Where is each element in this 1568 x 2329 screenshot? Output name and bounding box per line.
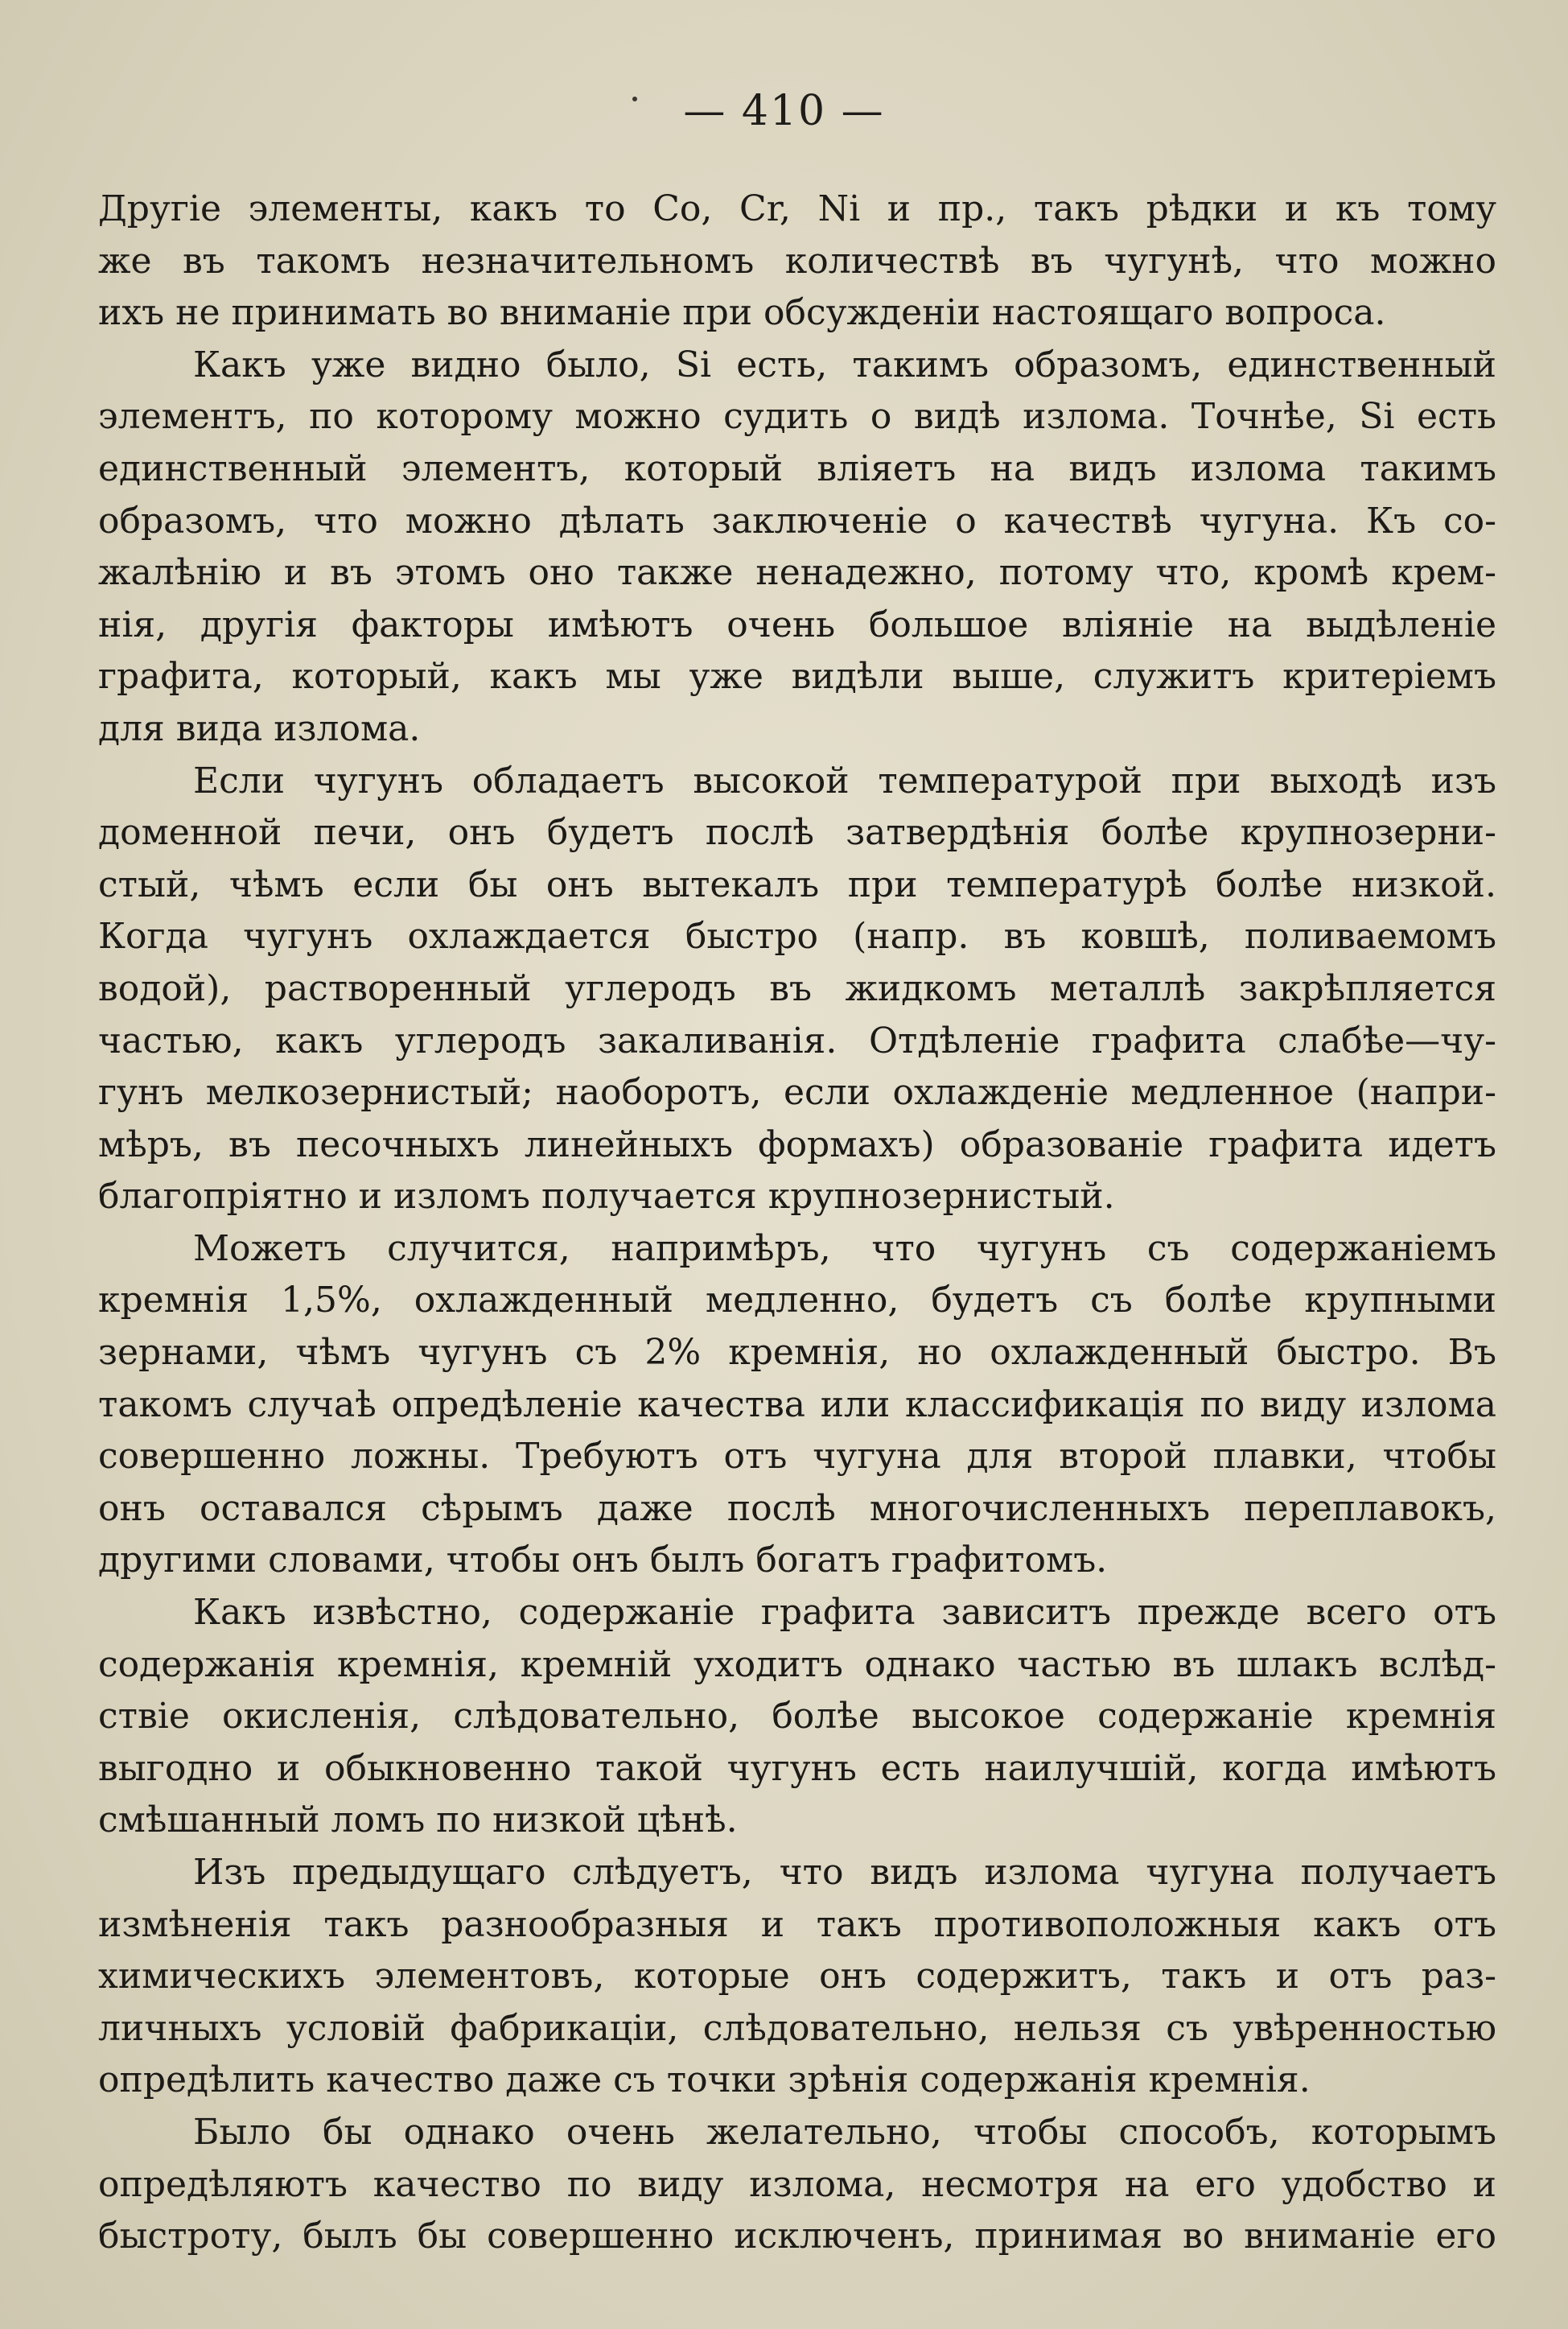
text-line: опредѣляютъ качество по виду излома, несмотря на его удобство и [98, 2163, 1496, 2205]
text-line: Изъ предыдущаго слѣдуетъ, что видъ излома чугуна получаетъ [193, 1852, 1496, 1893]
text-line: такомъ случаѣ опредѣленіе качества или классификація по виду излома [98, 1383, 1496, 1425]
text-line: смѣшанный ломъ по низкой цѣнѣ. [98, 1799, 738, 1841]
text-line: ихъ не принимать во вниманіе при обсужденіи настоящаго вопроса. [98, 292, 1386, 334]
text-line: образомъ, что можно дѣлать заключеніе о качествѣ чугуна. Къ со- [98, 500, 1496, 542]
text-line: Если чугунъ обладаетъ высокой температурой при выходѣ изъ [193, 760, 1496, 802]
text-line: Другіе элементы, какъ то Co, Cr, Ni и пр., такъ рѣдки и къ тому [98, 188, 1496, 229]
page-number: — 410 — [683, 87, 885, 135]
text-line: графита, который, какъ мы уже видѣли выше, служитъ критеріемъ [98, 656, 1496, 698]
text-line: кремнія 1,5%, охлажденный медленно, будетъ съ болѣе крупными [98, 1280, 1496, 1321]
text-line: Было бы однако очень желательно, чтобы способъ, которымъ [193, 2111, 1496, 2153]
text-line: для вида излома. [98, 707, 421, 749]
text-line: опредѣлить качество даже съ точки зрѣнія содержанія кремнія. [98, 2059, 1311, 2101]
text-line: доменной печи, онъ будетъ послѣ затвердѣнія болѣе крупнозерни- [98, 812, 1496, 854]
text-line: водой), растворенный углеродъ въ жидкомъ металлѣ закрѣпляется [98, 967, 1496, 1009]
text-line: быстроту, былъ бы совершенно исключенъ, принимая во вниманіе его [98, 2216, 1496, 2257]
paragraph [98, 340, 1496, 756]
paragraph [98, 1223, 1496, 1587]
text-line: онъ оставался сѣрымъ даже послѣ многочисленныхъ переплавокъ, [98, 1487, 1496, 1529]
text-line: частью, какъ углеродъ закаливанія. Отдѣленіе графита слабѣе—чу- [98, 1020, 1496, 1061]
text-line: содержанія кремнія, кремній уходитъ однако частью въ шлакъ вслѣд- [98, 1643, 1496, 1685]
paragraph [98, 2107, 1496, 2263]
paragraph [98, 1587, 1496, 1847]
paragraph [98, 756, 1496, 1223]
text-line: благопріятно и изломъ получается крупнозернистый. [98, 1176, 1115, 1218]
text-line: же въ такомъ незначительномъ количествѣ въ чугунѣ, что можно [98, 240, 1496, 282]
text-line: Какъ уже видно было, Si есть, такимъ образомъ, единственный [193, 344, 1496, 385]
text-line: измѣненія такъ разнообразныя и такъ противоположныя какъ отъ [98, 1903, 1496, 1945]
text-line: единственный элементъ, который вліяетъ на видъ излома такимъ [98, 447, 1496, 489]
text-line: нія, другія факторы имѣютъ очень большое вліяніе на выдѣленіе [98, 604, 1496, 645]
text-line: элементъ, по которому можно судить о видѣ излома. Точнѣе, Si есть [98, 396, 1496, 438]
paragraph [98, 1847, 1496, 2107]
text-line: Какъ извѣстно, содержаніе графита зависитъ прежде всего отъ [193, 1592, 1496, 1634]
text-line: личныхъ условій фабрикаціи, слѣдовательно, нельзя съ увѣренностью [98, 2007, 1496, 2049]
text-line: мѣръ, въ песочныхъ линейныхъ формахъ) образованіе графита идетъ [98, 1123, 1496, 1165]
text-line: гунъ мелкозернистый; наоборотъ, если охлажденіе медленное (напри- [98, 1072, 1496, 1114]
text-line: Когда чугунъ охлаждается быстро (напр. въ ковшѣ, поливаемомъ [98, 916, 1496, 958]
text-line: совершенно ложны. Требуютъ отъ чугуна для второй плавки, чтобы [98, 1436, 1496, 1478]
text-line: Можетъ случится, напримѣръ, что чугунъ съ содержаніемъ [193, 1227, 1496, 1269]
body-text [98, 183, 1496, 2263]
text-line: стый, чѣмъ если бы онъ вытекалъ при температурѣ болѣе низкой. [98, 864, 1496, 905]
text-line: химическихъ элементовъ, которые онъ содержитъ, такъ и отъ раз- [98, 1956, 1496, 1997]
text-line: жалѣнію и въ этомъ оно также ненадежно, потому что, кромѣ крем- [98, 552, 1496, 594]
text-line: ствіе окисленія, слѣдовательно, болѣе высокое содержаніе кремнія [98, 1696, 1496, 1737]
text-line: другими словами, чтобы онъ былъ богатъ графитомъ. [98, 1540, 1108, 1581]
text-line: выгодно и обыкновенно такой чугунъ есть наилучшій, когда имѣютъ [98, 1747, 1496, 1789]
text-line: зернами, чѣмъ чугунъ съ 2% кремнія, но охлажденный быстро. Въ [98, 1332, 1496, 1374]
paragraph [98, 183, 1496, 340]
